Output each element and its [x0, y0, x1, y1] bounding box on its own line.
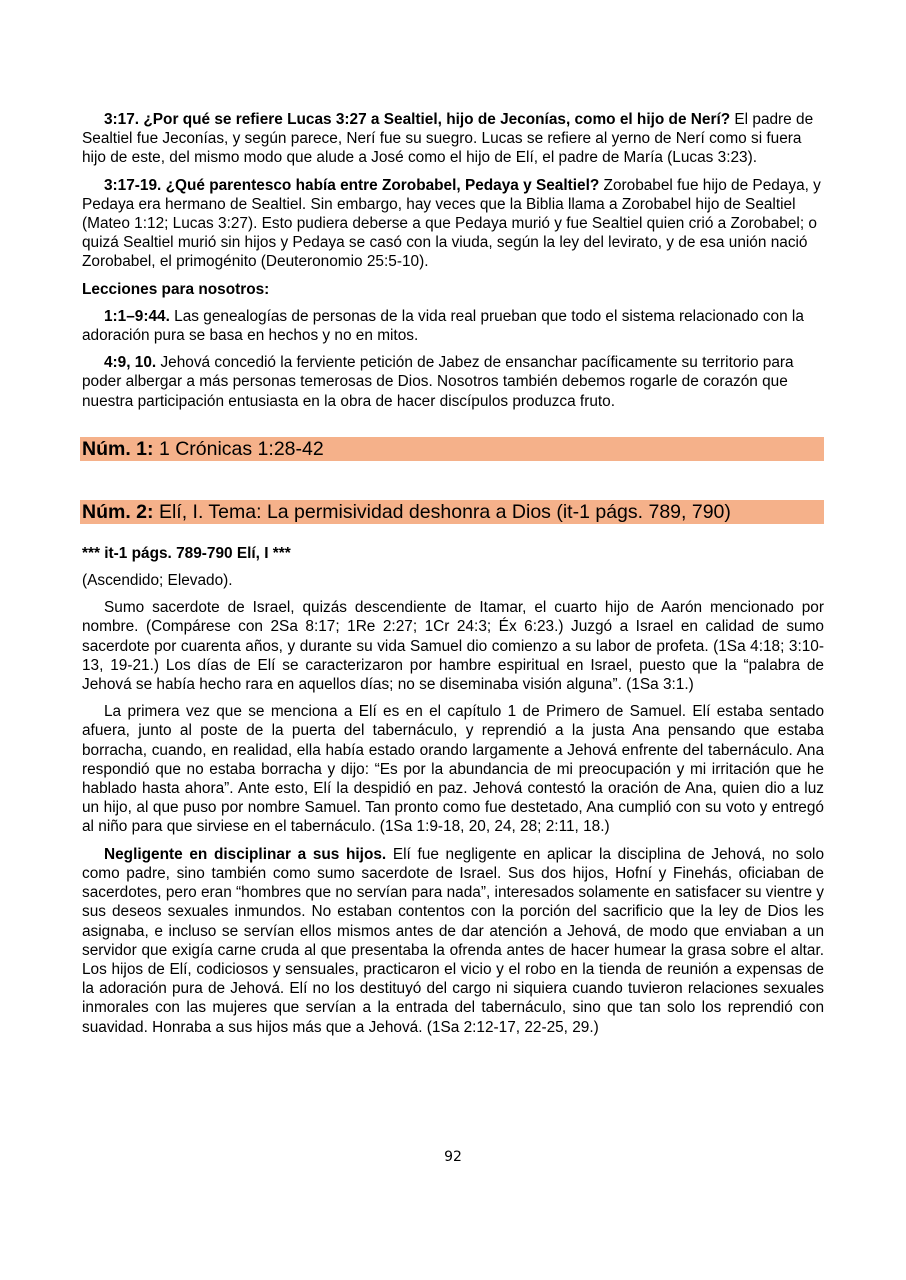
- lesson-paragraph: [82, 353, 824, 411]
- lessons-heading: Lecciones para nosotros:: [82, 280, 270, 298]
- verse-reference: 1:1–9:44.: [104, 307, 170, 325]
- answer-text: El padre de Sealtiel fue Jeconías, y según parece, Nerí fue su suegro. Lucas se refiere al yerno de Nerí como si fuera hijo de este, del mismo modo que alude a José como el hijo de Elí, el padre de María (Lucas 3:23).: [82, 111, 814, 167]
- question-text: ¿Por qué se refiere Lucas 3:27 a Sealtiel, hijo de Jeconías, como el hijo de Nerí?: [143, 111, 731, 128]
- article-heading: *** it-1 págs. 789-790 Elí, I ***: [82, 544, 291, 562]
- band-text: Elí, I. Tema: La permisividad deshonra a Dios (it-1 págs. 789, 790): [158, 500, 731, 523]
- question-paragraph: [82, 110, 824, 168]
- article-meaning: (Ascendido; Elevado).: [82, 572, 233, 590]
- lesson-text: Las genealogías de personas de la vida real prueban que todo el sistema relacionado con la adoración pura se basa en hechos y no en mitos.: [82, 307, 804, 345]
- question-text: ¿Qué parentesco había entre Zorobabel, Pedaya y Sealtiel?: [165, 176, 600, 194]
- page-number: 92: [444, 1149, 462, 1165]
- band-text: 1 Crónicas 1:28-42: [158, 437, 324, 460]
- document-page: [82, 110, 824, 1037]
- subheading-inline: Negligente en disciplinar a sus hijos.: [104, 845, 387, 863]
- article-paragraph: La primera vez que se menciona a Elí es en el capítulo 1 de Primero de Samuel. Elí estaba sentado afuera, junto al poste de la puerta del tabernáculo, y reprendió a la justa Ana pensando que estaba borracha, cuando, en realidad, ella había estado orando largamente a Jehová enfrente del tabernáculo. Ana respondió que no estaba borracha y dijo: “Es por la abundancia de mi preocupación y mi irritación que he hablado hasta ahora”. Ante esto, Elí la despidió en paz. Jehová contestó la oración de Ana, quien dio a luz un hijo, al que puso por nombre Samuel. Tan pronto como fue destetado, Ana cumplió con su voto y entregó al niño para que sirviese en el tabernáculo. (1Sa 1:9-18, 20, 24, 28; 2:11, 18.): [82, 703, 824, 836]
- lesson-text: Jehová concedió la ferviente petición de Jabez de ensanchar pacíficamente su territorio para poder albergar a más personas temerosas de Dios. Nosotros también debemos rogarle de corazón que nuestra participación entusiasta en la obra de hacer discípulos produzca fruto.: [82, 354, 794, 410]
- verse-reference: 3:17.: [104, 111, 140, 128]
- paragraph-text: Elí fue negligente en aplicar la disciplina de Jehová, no solo como padre, sino también como sumo sacerdote de Israel. Sus dos hijos, Hofní y Finehás, oficiaban de sacerdotes, pero eran “hombres que no servían para nada”, interesados solamente en satisfacer su vientre y sus deseos sexuales inmundos. No estaban contentos con la porción del sacrificio que la ley de Dios les asignaba, e incluso se servían ellos mismos antes de dar atención a Jehová, de modo que enviaban a un servidor que exigía carne cruda al que presentaba la ofrenda antes de hacer humear la grasa sobre el altar. Los hijos de Elí, codiciosos y sensuales, practicaron el vicio y el robo en la tienda de reunión a expensas de la adoración pura de Jehová. Elí no los destituyó del cargo ni siquiera cuando tuvieron relaciones sexuales inmorales con las mujeres que servían a la entrada del tabernáculo, sino que tan solo los reprendió con suavidad. Honraba a sus hijos más que a Jehová. (1Sa 2:12-17, 22-25, 29.): [82, 845, 824, 1036]
- verse-reference: 4:9, 10.: [104, 354, 157, 372]
- assignment-band-2: [80, 500, 824, 524]
- question-paragraph: [82, 176, 824, 272]
- assignment-band-1: [80, 437, 824, 461]
- verse-reference: 3:17-19.: [104, 176, 162, 194]
- answer-text: Zorobabel fue hijo de Pedaya, y Pedaya era hermano de Sealtiel. Sin embargo, hay veces que la Biblia llama a Zorobabel hijo de Sealtiel (Mateo 1:12; Lucas 3:27). Esto pudiera deberse a que Pedaya murió y fue Sealtiel quien crió a Zorobabel; o quizá Sealtiel murió sin hijos y Pedaya se casó con la viuda, según la ley del levirato, y de esa unión nació Zorobabel, el primogénito (Deuteronomio 25:5-10).: [82, 176, 821, 271]
- band-label: Núm. 1:: [82, 437, 154, 460]
- article-paragraph: [82, 845, 824, 1037]
- article-paragraph: Sumo sacerdote de Israel, quizás descendiente de Itamar, el cuarto hijo de Aarón mencionado por nombre. (Compárese con 2Sa 8:17; 1Re 2:27; 1Cr 24:3; Éx 6:23.) Juzgó a Israel en calidad de sumo sacerdote por cuarenta años, y durante su vida Samuel dio comienzo a su labor de profeta. (1Sa 4:18; 3:10-13, 19-21.) Los días de Elí se caracterizaron por hambre espiritual en Israel, puesto que la “palabra de Jehová se había hecho rara en aquellos días; no se diseminaba visión alguna”. (1Sa 3:1.): [82, 599, 824, 694]
- band-label: Núm. 2:: [82, 500, 154, 523]
- lesson-paragraph: [82, 307, 824, 345]
